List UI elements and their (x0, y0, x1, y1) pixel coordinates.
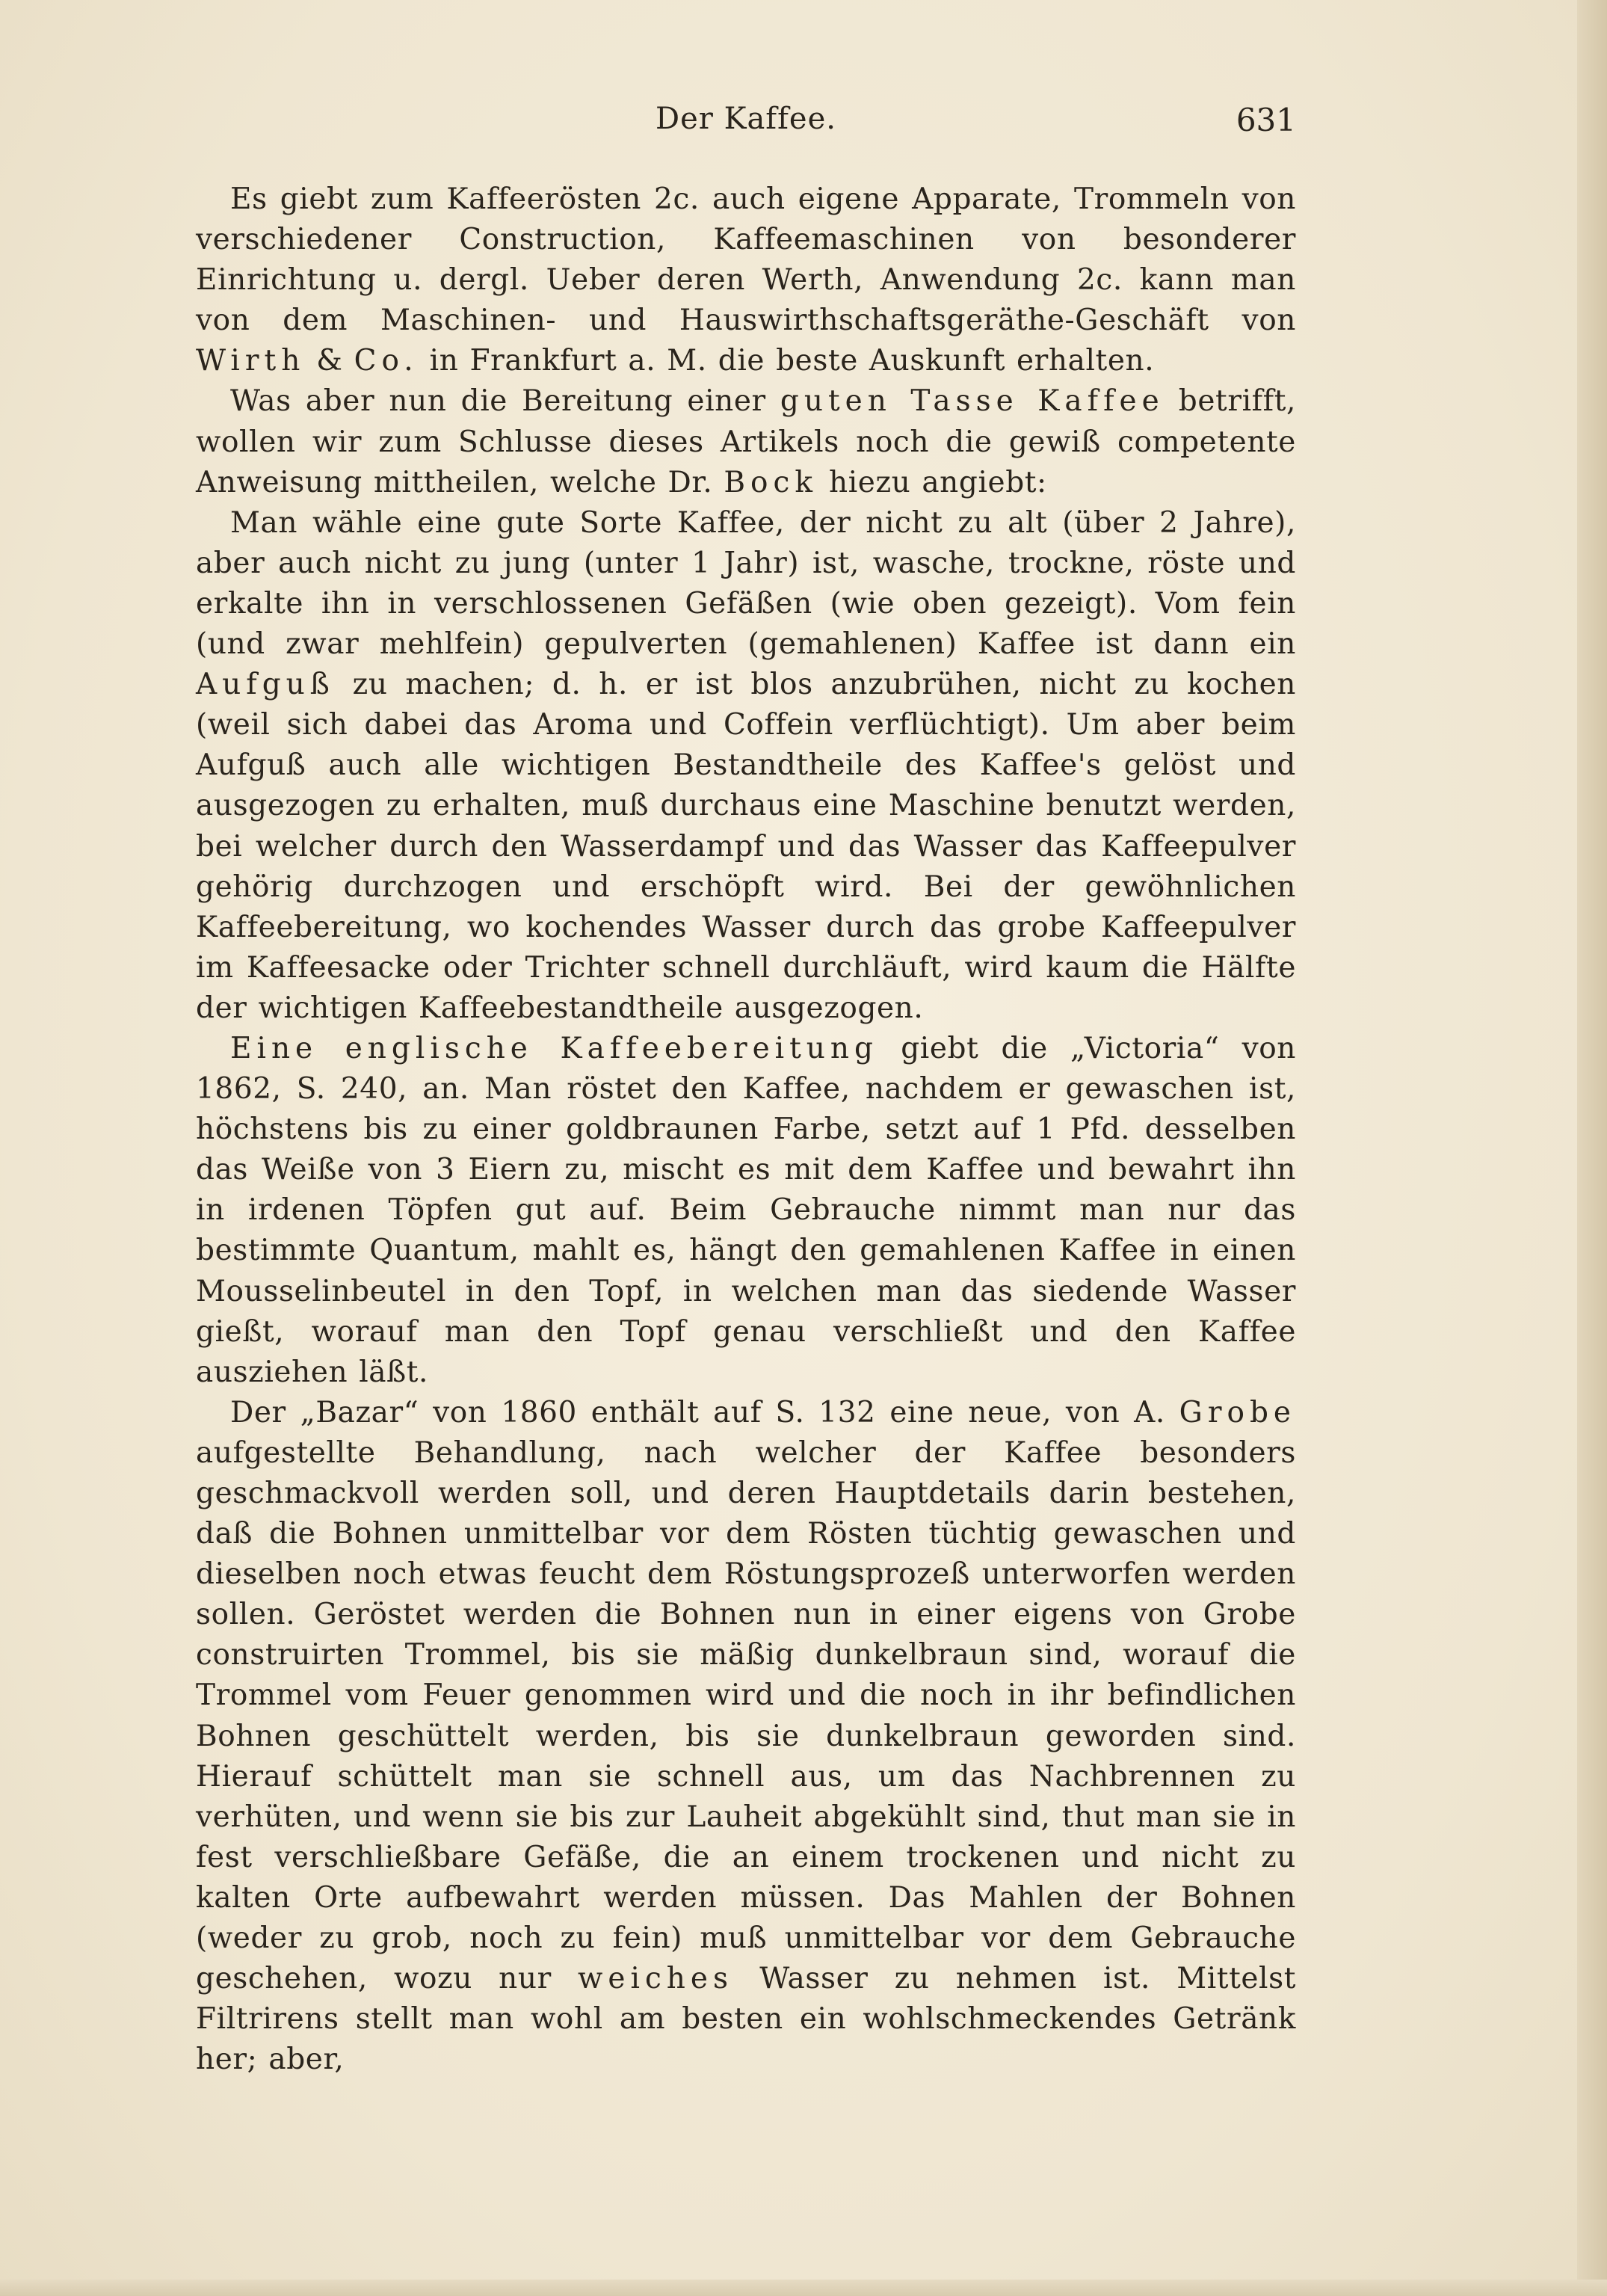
text-run: Es giebt zum Kaffeerösten 2c. auch eigene Apparate, Trommeln von verschiedener Construction, Kaffeemaschinen von besonderer Einrichtung u. dergl. Ueber deren Werth, Anwendung 2c. kann man von dem Maschinen- und Hauswirthschaftsgeräthe-Geschäft von (196, 182, 1296, 338)
text-run: Der „Bazar“ von 1860 enthält auf S. 132 eine neue, von A. (230, 1395, 1179, 1429)
page-number: 631 (1236, 102, 1296, 138)
text-run: Wasser zu nehmen ist. Mittelst Filtrirens stellt man wohl am besten ein wohlschmeckendes Getränk her; aber, (196, 1962, 1296, 2077)
running-title: Der Kaffee. (656, 102, 836, 136)
body-text (196, 179, 1296, 2080)
spaced-emphasis: Aufguß (196, 668, 335, 702)
paragraph-bereitung (196, 381, 1296, 502)
paragraph-apparate (196, 179, 1296, 381)
spaced-emphasis: weiches (578, 1962, 734, 1996)
spaced-name: Bock (724, 465, 818, 499)
paragraph-bazar (196, 1393, 1296, 2081)
page-edge-right (1577, 0, 1607, 2296)
text-run: aufgestellte Behandlung, nach welcher der Kaffee besonders geschmackvoll werden soll, und deren Hauptdetails darin bestehen, daß die Bohnen unmittelbar vor dem Rösten tüchtig gewaschen und dieselben noch etwas feucht dem Röstungsprozeß unterworfen werden sollen. Geröstet werden die Bohnen nun in einer eigens von Grobe construirten Trommel, bis sie mäßig dunkelbraun sind, worauf die Trommel vom Feuer genommen wird und die noch in ihr befindlichen Bohnen geschüttelt werden, bis sie dunkelbraun geworden sind. Hierauf schüttelt man sie schnell aus, um das Nachbrennen zu verhüten, und wenn sie bis zur Lauheit abgekühlt sind, thut man sie in fest verschließbare Gefäße, die an einem trockenen und nicht zu kalten Orte aufbewahrt werden müssen. Das Mahlen der Bohnen (weder zu grob, noch zu fein) muß unmittelbar vor dem Gebrauche geschehen, wozu nur (196, 1435, 1296, 1996)
text-run: Man wähle eine gute Sorte Kaffee, der nicht zu alt (über 2 Jahre), aber auch nicht zu jung (unter 1 Jahr) ist, wasche, trockne, röste und erkalte ihn in verschlossenen Gefäßen (wie oben gezeigt). Vom fein (und zwar mehlfein) gepulverten (gemahlenen) Kaffee ist dann ein (196, 505, 1296, 662)
spaced-name: Grobe (1179, 1395, 1296, 1429)
page-header (196, 102, 1296, 147)
text-run: in Frankfurt a. M. die beste Auskunft erhalten. (418, 344, 1155, 378)
text-run: Was aber nun die Bereitung einer (230, 384, 780, 419)
text-run: hiezu angiebt: (817, 465, 1047, 499)
page-edge-bottom (0, 2280, 1607, 2296)
text-run: zu machen; d. h. er ist blos anzubrühen, nicht zu kochen (weil sich dabei das Aroma und Coffein verflüchtigt). Um aber beim Aufguß auch alle wichtigen Bestandtheile des Kaffee's gelöst und ausgezogen zu erhalten, muß durchaus eine Maschine benutzt werden, bei welcher durch den Wasserdampf und das Wasser das Kaffeepulver gehörig durchzogen und erschöpft wird. Bei der gewöhnlichen Kaffeebereitung, wo kochendes Wasser durch das grobe Kaffeepulver im Kaffeesacke oder Trichter schnell durchläuft, wird kaum die Hälfte der wichtigen Kaffeebestandtheile ausgezogen. (196, 668, 1296, 1025)
spaced-emphasis: Eine englische Kaffeebereitung (230, 1031, 879, 1065)
paragraph-englische (196, 1029, 1296, 1393)
spaced-name: Wirth (196, 344, 306, 378)
text-run: giebt die „Victoria“ von 1862, S. 240, an. Man röstet den Kaffee, nachdem er gewaschen ist, höchstens bis zu einer goldbraunen Farbe, setzt auf 1 Pfd. desselben das Weiße von 3 Eiern zu, mischt es mit dem Kaffee und bewahrt ihn in irdenen Töpfen gut auf. Beim Gebrauche nimmt man nur das bestimmte Quantum, mahlt es, hängt den gemahlenen Kaffee in einen Mousselinbeutel in den Topf, in welchen man das siedende Wasser gießt, worauf man den Topf genau verschließt und den Kaffee ausziehen läßt. (196, 1031, 1296, 1389)
text-run: betrifft, wollen wir zum Schlusse dieses Artikels noch die gewiß competente Anweisung mittheilen, welche Dr. (196, 384, 1296, 499)
text-run: & (305, 344, 354, 378)
spaced-name: Co. (354, 344, 419, 378)
paragraph-anweisung (196, 503, 1296, 1029)
spaced-emphasis: guten Tasse Kaffee (780, 384, 1165, 419)
